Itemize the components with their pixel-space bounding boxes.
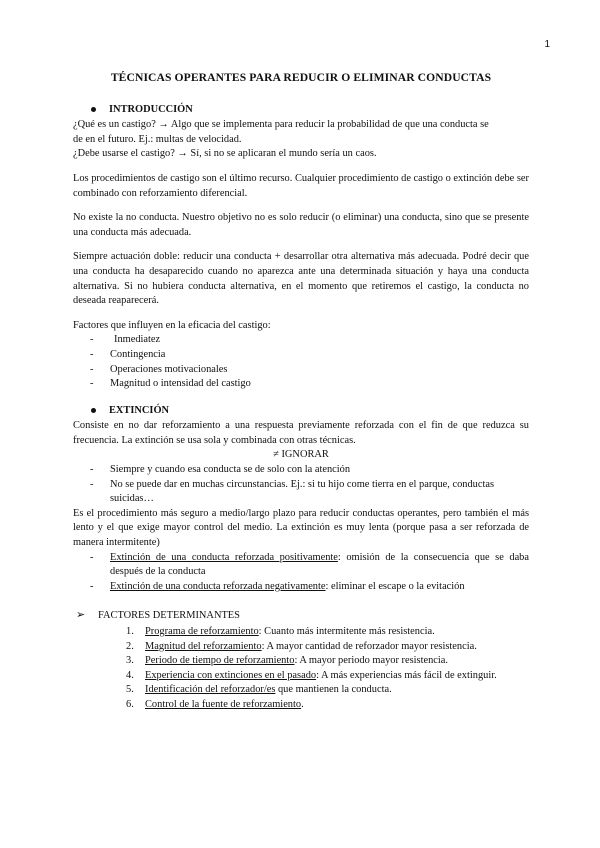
ignore-list [73, 463, 529, 507]
section-heading-factores [76, 608, 529, 624]
list-item: - Extinción de una conducta reforzada positivamente: omisión de la consecuencia que se daba después de la conducta [73, 551, 529, 580]
factors-label: Factores que influyen en la eficacia del castigo: [73, 319, 271, 331]
section-heading-text: INTRODUCCIÓN [109, 103, 193, 115]
extincion-paragraph-1: Consiste en no dar reforzamiento a una respuesta previamente reforzada con el fin de que reduzca su frecuencia. La extinción se usa sola y combinada con otras técnicas. [73, 420, 529, 446]
bullet-icon [91, 408, 96, 413]
intro-line-1: ¿Qué es un castigo? → Algo que se implementa para reducir la probabilidad de que una conducta se [73, 119, 489, 131]
bullet-icon [91, 107, 96, 112]
list-item: - Siempre y cuando esa conducta se de solo con la atención [73, 463, 529, 478]
intro-line-2: de en el futuro. Ej.: multas de velocidad. [73, 133, 242, 145]
extincion-types-list [73, 551, 529, 595]
not-ignore-label: ≠ IGNORAR [273, 449, 329, 461]
extincion-paragraph-2: Es el procedimiento más seguro a medio/largo plazo para reducir conductas operantes, pero también el más lento y el que exige mayor control del medio. La extinción es muy lenta (porque pasa a ser reforzada de manera intermitente) [73, 507, 529, 549]
list-item: 2. Magnitud del reforzamiento: A mayor cantidad de reforzador mayor resistencia. [126, 640, 477, 652]
intro-paragraph-3: No existe la no conducta. Nuestro objetivo no es solo reducir (o eliminar) una conducta, sino que se presente una conducta más adecuada. [73, 212, 529, 238]
list-item: - No se puede dar en muchas circunstancias. Ej.: si tu hijo come tierra en el parque, conductas suicidas… [73, 478, 529, 507]
list-item: 4. Experiencia con extinciones en el pasado: A más experiencias más fácil de extinguir. [126, 669, 497, 681]
list-item: 6. Control de la fuente de reforzamiento. [126, 698, 304, 710]
section-heading-introduccion [91, 103, 529, 118]
list-item: - Magnitud o intensidad del castigo [73, 377, 529, 392]
intro-line-3: ¿Debe usarse el castigo? → Sí, si no se aplicaran el mundo sería un caos. [73, 148, 377, 160]
section-heading-text: FACTORES DETERMINANTES [98, 610, 240, 622]
document-body [73, 71, 529, 713]
list-item: - Operaciones motivacionales [73, 363, 529, 378]
arrow-bullet-icon: ➢ [76, 609, 86, 622]
document-title: TÉCNICAS OPERANTES PARA REDUCIR O ELIMINAR CONDUCTAS [110, 71, 492, 84]
list-item: - Extinción de una conducta reforzada negativamente: eliminar el escape o la evitación [73, 580, 529, 595]
list-item: - Inmediatez [73, 333, 529, 348]
page-number: 1 [544, 39, 550, 50]
list-item: 3. Periodo de tiempo de reforzamiento: A mayor periodo mayor resistencia. [126, 655, 448, 667]
intro-paragraph-2: Los procedimientos de castigo son el último recurso. Cualquier procedimiento de castigo o extinción debe ser combinado con reforzamiento diferencial. [73, 172, 529, 199]
list-item: 1. Programa de reforzamiento: Cuanto más intermitente más resistencia. [126, 626, 435, 637]
intro-paragraph-4: Siempre actuación doble: reducir una conducta + desarrollar otra alternativa más adecuada. Podré decir que una conducta ha desaparecido cuando no aparezca ante una determinada situación y haya una conducta alternativa. Si no hubiera conducta alternativa, en el momento que retiremos el castigo, la conducta no deseada reaparecerá. [73, 251, 529, 307]
section-heading-extincion [91, 404, 529, 419]
list-item: 5. Identificación del reforzador/es que mantienen la conducta. [126, 684, 392, 696]
factores-list [73, 625, 529, 713]
section-heading-text: EXTINCIÓN [109, 404, 170, 416]
list-item: - Contingencia [73, 348, 529, 363]
factors-list [73, 333, 529, 391]
